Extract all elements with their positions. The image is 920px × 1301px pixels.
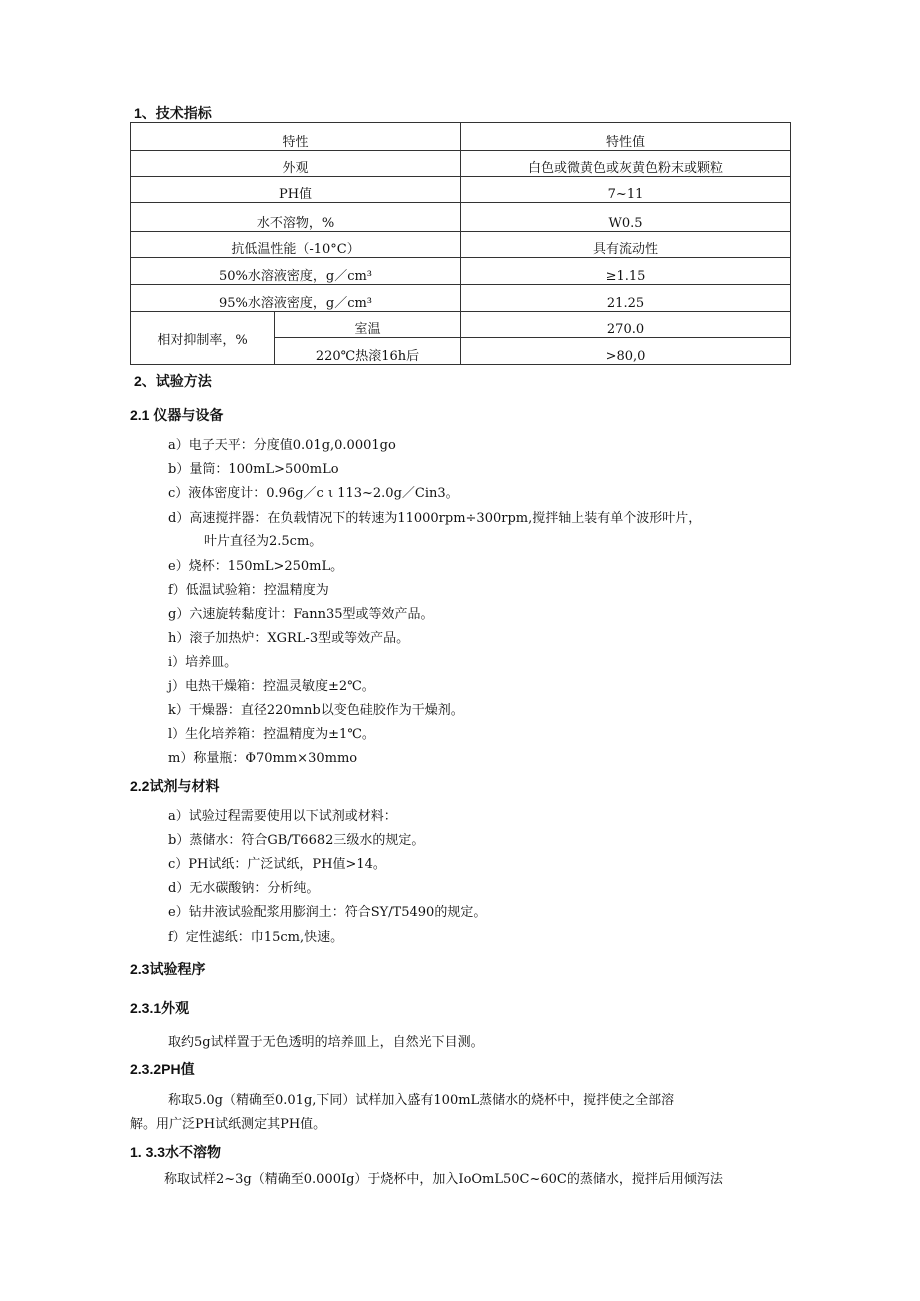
table-cell: 95%水溶液密度，g／cm³ xyxy=(131,285,461,312)
table-row xyxy=(131,203,791,232)
table-cell: 水不溶物，% xyxy=(131,203,461,232)
paragraph-continuation: 解。用广泛PH试纸测定其PH值。 xyxy=(130,1117,327,1132)
section-2-3-3-title: 1. 3.3水不溶物 xyxy=(130,1144,222,1160)
table-cell: W0.5 xyxy=(461,203,791,232)
table-cell: 抗低温性能（-10°C） xyxy=(131,232,461,258)
section-2-2-title: 2.2试剂与材料 xyxy=(130,778,220,794)
paragraph: 取约5g试样置于无色透明的培养皿上，自然光下目测。 xyxy=(168,1035,484,1050)
list-item: b）蒸储水：符合GB/T6682三级水的规定。 xyxy=(168,833,425,848)
section-2-3-2-title: 2.3.2PH值 xyxy=(130,1061,195,1077)
section-1-title: 1、技术指标 xyxy=(134,105,212,121)
list-item-continuation: 叶片直径为2.5cm。 xyxy=(204,534,323,549)
table-header-cell: 特性 xyxy=(131,123,461,151)
inhibit-label-cell: 相对抑制率，% xyxy=(131,312,275,365)
section-2-title: 2、试验方法 xyxy=(134,373,212,389)
table-row xyxy=(131,258,791,285)
table-row xyxy=(131,285,791,312)
list-item: b）量筒：100mL>500mLo xyxy=(168,462,339,477)
table-cell: 室温 xyxy=(275,312,461,338)
table-cell: PH值 xyxy=(131,177,461,203)
spec-table xyxy=(130,122,791,365)
list-item: c）PH试纸：广泛试纸，PH值>14。 xyxy=(168,857,386,872)
table-row xyxy=(131,151,791,177)
table-header-row xyxy=(131,123,791,151)
list-item: a）电子天平：分度值0.01g,0.0001go xyxy=(168,438,396,453)
list-item: c）液体密度计：0.96g／c ι 113~2.0g／Cin3。 xyxy=(168,486,459,501)
table-cell: 白色或微黄色或灰黄色粉末或颗粒 xyxy=(461,151,791,177)
table-cell: 7~11 xyxy=(461,177,791,203)
table-cell: 270.0 xyxy=(461,312,791,338)
list-item: d）无水碳酸钠：分析纯。 xyxy=(168,881,320,896)
table-cell: 220℃热滚16h后 xyxy=(275,338,461,365)
table-row xyxy=(131,232,791,258)
paragraph: 称取试样2~3g（精确至0.000Ig）于烧杯中，加入IoOmL50C~60C的蒸储水，搅拌后用倾泻法 xyxy=(164,1172,723,1187)
table-cell: 21.25 xyxy=(461,285,791,312)
list-item: a）试验过程需要使用以下试剂或材料： xyxy=(168,809,397,824)
section-2-1-title: 2.1 仪器与设备 xyxy=(130,407,224,423)
table-row xyxy=(131,312,791,338)
table-header-cell: 特性值 xyxy=(461,123,791,151)
table-cell: 外观 xyxy=(131,151,461,177)
list-item: f）定性滤纸：巾15cm,快速。 xyxy=(168,930,344,945)
list-item: j）电热干燥箱：控温灵敏度±2℃。 xyxy=(168,679,375,694)
list-item: i）培养皿。 xyxy=(168,655,238,670)
table-cell: ≥1.15 xyxy=(461,258,791,285)
table-cell: 具有流动性 xyxy=(461,232,791,258)
table-cell: 50%水溶液密度，g／cm³ xyxy=(131,258,461,285)
list-item: m）称量瓶：Φ70mm×30mmo xyxy=(168,751,358,766)
list-item: e）钻井液试验配浆用膨润土：符合SY/T5490的规定。 xyxy=(168,905,487,920)
list-item: f）低温试验箱：控温精度为 xyxy=(168,583,329,598)
table-row xyxy=(131,177,791,203)
table-cell: >80,0 xyxy=(461,338,791,365)
list-item: e）烧杯：150mL>250mL。 xyxy=(168,559,344,574)
section-2-3-title: 2.3试验程序 xyxy=(130,961,206,977)
list-item: k）干燥器：直径220mnb以变色硅胶作为干燥剂。 xyxy=(168,703,464,718)
list-item: g）六速旋转黏度计：Fann35型或等效产品。 xyxy=(168,607,434,622)
list-item: d）高速搅拌器：在负载情况下的转速为11000rpm÷300rpm,搅拌轴上装有单个波形叶片， xyxy=(168,511,702,526)
list-item: h）滚子加热炉：XGRL-3型或等效产品。 xyxy=(168,631,410,646)
list-item: l）生化培养箱：控温精度为±1℃。 xyxy=(168,727,375,742)
section-2-3-1-title: 2.3.1外观 xyxy=(130,1000,190,1016)
paragraph: 称取5.0g（精确至0.01g,下同）试样加入盛有100mL蒸储水的烧杯中，搅拌使之全部溶 xyxy=(168,1093,675,1108)
